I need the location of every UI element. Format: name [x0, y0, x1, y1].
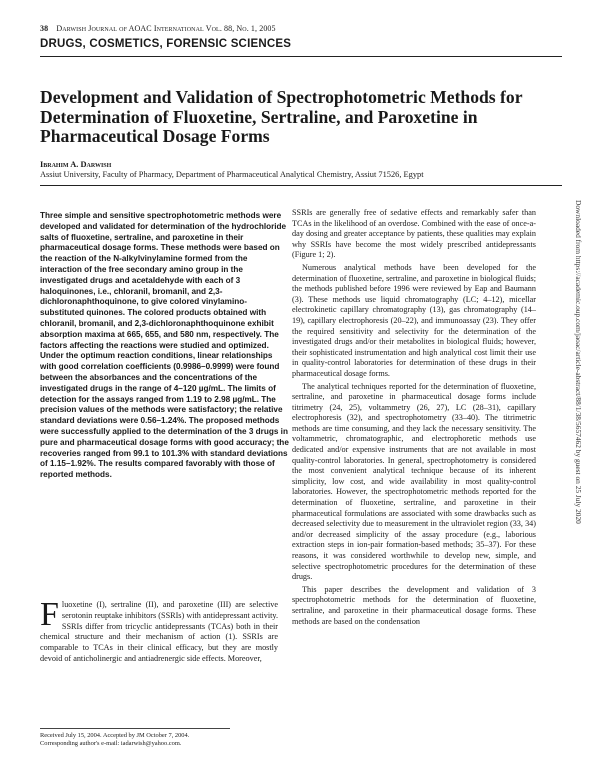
drop-cap: F — [40, 596, 59, 633]
author-affiliation: Assiut University, Faculty of Pharmacy, Department of Pharmaceutical Analytical Chemistry, Assiut 71526, Egypt — [40, 170, 424, 179]
footnote-received: Received July 15, 2004. Accepted by JM October 7, 2004. — [40, 732, 190, 739]
article-title: Development and Validation of Spectrophotometric Methods for Determination of Fluoxetine, Sertraline, and Paroxetine in Pharmaceutical Dosage Forms — [40, 87, 523, 146]
page-number: 38 — [40, 24, 49, 33]
running-head — [40, 24, 560, 33]
footnote-email: Corresponding author's e-mail: iadarwish@yahoo.com. — [40, 740, 182, 747]
download-watermark — [575, 200, 587, 680]
introduction-text: luoxetine (I), sertraline (II), and paroxetine (III) are selective serotonin reuptake inhibitors (SSRIs) with antidepressant activity. SSRIs differ from tricyclic antidepressants (TCAs) both in their chemical structure and their mechanism of action (1). SSRIs are comparable to TCAs in their clinical efficacy, but they are mostly devoid of anticholinergic and antiadrenergic side effects. Moreover, — [40, 600, 278, 663]
body-paragraph: This paper describes the development and validation of 3 spectrophotometric methods for the determination of fluoxetine, sertraline, and paroxetine in their pharmaceutical dosage forms. These methods are based on the condensation — [292, 584, 536, 626]
section-label: DRUGS, COSMETICS, FORENSIC SCIENCES — [40, 38, 292, 50]
footnote-divider — [40, 728, 230, 729]
journal-running-title: Darwish Journal of AOAC International Vol. 88, No. 1, 2005 — [56, 24, 276, 33]
body-paragraph: SSRIs are generally free of sedative effects and remarkably safer than TCAs in the likelihood of an overdose. Combined with the ease of once-a-day dosing and greater acceptance by patients, these qualities may explain why SSRIs have become the most widely prescribed antidepressants (Figure 1; 2). — [292, 208, 536, 260]
author-name: Ibrahim A. Darwish — [40, 160, 112, 169]
download-watermark-text: Downloaded from https://academic.oup.com/jaoac/article-abstract/88/1/38/5657462 by guest on 25 July 2020 — [574, 200, 583, 524]
introduction-paragraph — [40, 596, 278, 665]
header-divider — [40, 185, 562, 186]
body-paragraph: Numerous analytical methods have been developed for the determination of fluoxetine, sertraline, and paroxetine in biological fluids; the methods published before 1996 were reviewed by Eap and Baumann (3). These methods use liquid chromatography (LC; 4–12), micellar electrokinetic capillary chromatography (13), gas chromatography (14–19), capillary electrophoresis (20–22), and immunoassay (23). They offer the required sensitivity and selectivity for the determination of the investigated drugs and/or their metabolites in biological fluids; however, their sophisticated instrumentation and high analytical cost limit their use in quality-control laboratories for determination of these drugs in their pharmaceutical dosage forms. — [292, 262, 536, 378]
abstract: Three simple and sensitive spectrophotometric methods were developed and validated for determination of the hydrochloride salts of fluoxetine, sertraline, and paroxetine in their pharmaceutical dosage forms. These methods were based on the reaction of the N-alkylvinylamine formed from the interaction of the free secondary amino group in the investigated drugs and acetaldehyde with each of 3 haloquinones, i.e., chloranil, bromanil, and 2,3-dichloronaphthoquinone, to give colored vinylamino-substituted quinones. The colored products obtained with chloranil, bromanil, and 2,3-dichloronaphthoquinone exhibit absorption maxima at 665, 655, and 580 nm, respectively. The factors affecting the reactions were studied and optimized. Under the optimum reaction conditions, linear relationships with good correlation coefficients (0.9986–0.9999) were found between the absorbances and the concentrations of the investigated drugs in the range of 4–120 µg/mL. The limits of detection for the assays ranged from 1.19 to 2.98 µg/mL. The precision values of the methods were satisfactory; the relative standard deviations were 0.56–1.24%. The proposed methods were successfully applied to the determination of the 3 drugs in pure and pharmaceutical dosage forms with good accuracy; the recoveries ranged from 99.1 to 101.3% with standard deviations of 1.15–1.92%. The results compared favorably with those of reported methods. — [40, 211, 289, 480]
section-divider — [40, 56, 562, 57]
right-column — [292, 208, 536, 629]
body-paragraph: The analytical techniques reported for the determination of fluoxetine, sertraline, and paroxetine in pharmaceutical dosage forms include titrimetry (24, 25), voltammetry (26, 27), LC (28–31), capillary electrophoresis (32), and spectrophotometry (33–40). The titrimetric methods are time consuming, and they lack the necessary sensitivity. The voltammetric, chromatographic, and electrophoretic methods use dedicated and/or expensive instruments that are not available in most quality-control laboratories. In general, spectrophotometry is considered the most convenient analytical technique because of its inherent simplicity, low cost, and wide availability in most quality-control laboratories. However, the spectrophotometric methods reported for the determination of fluoxetine, sertraline, and paroxetine in their pharmaceutical formulations are associated with some drawbacks such as decreased selectivity due to measurement in the ultraviolet region (33, 34) and/or decreased simplicity of the assay procedure (e.g., laborious extraction steps in ion-pair formation-based methods; 35–37). For these reasons, it was considered worthwhile to develop new, simple, and selective spectrophotometric procedures for the determination of these drugs. — [292, 381, 536, 582]
